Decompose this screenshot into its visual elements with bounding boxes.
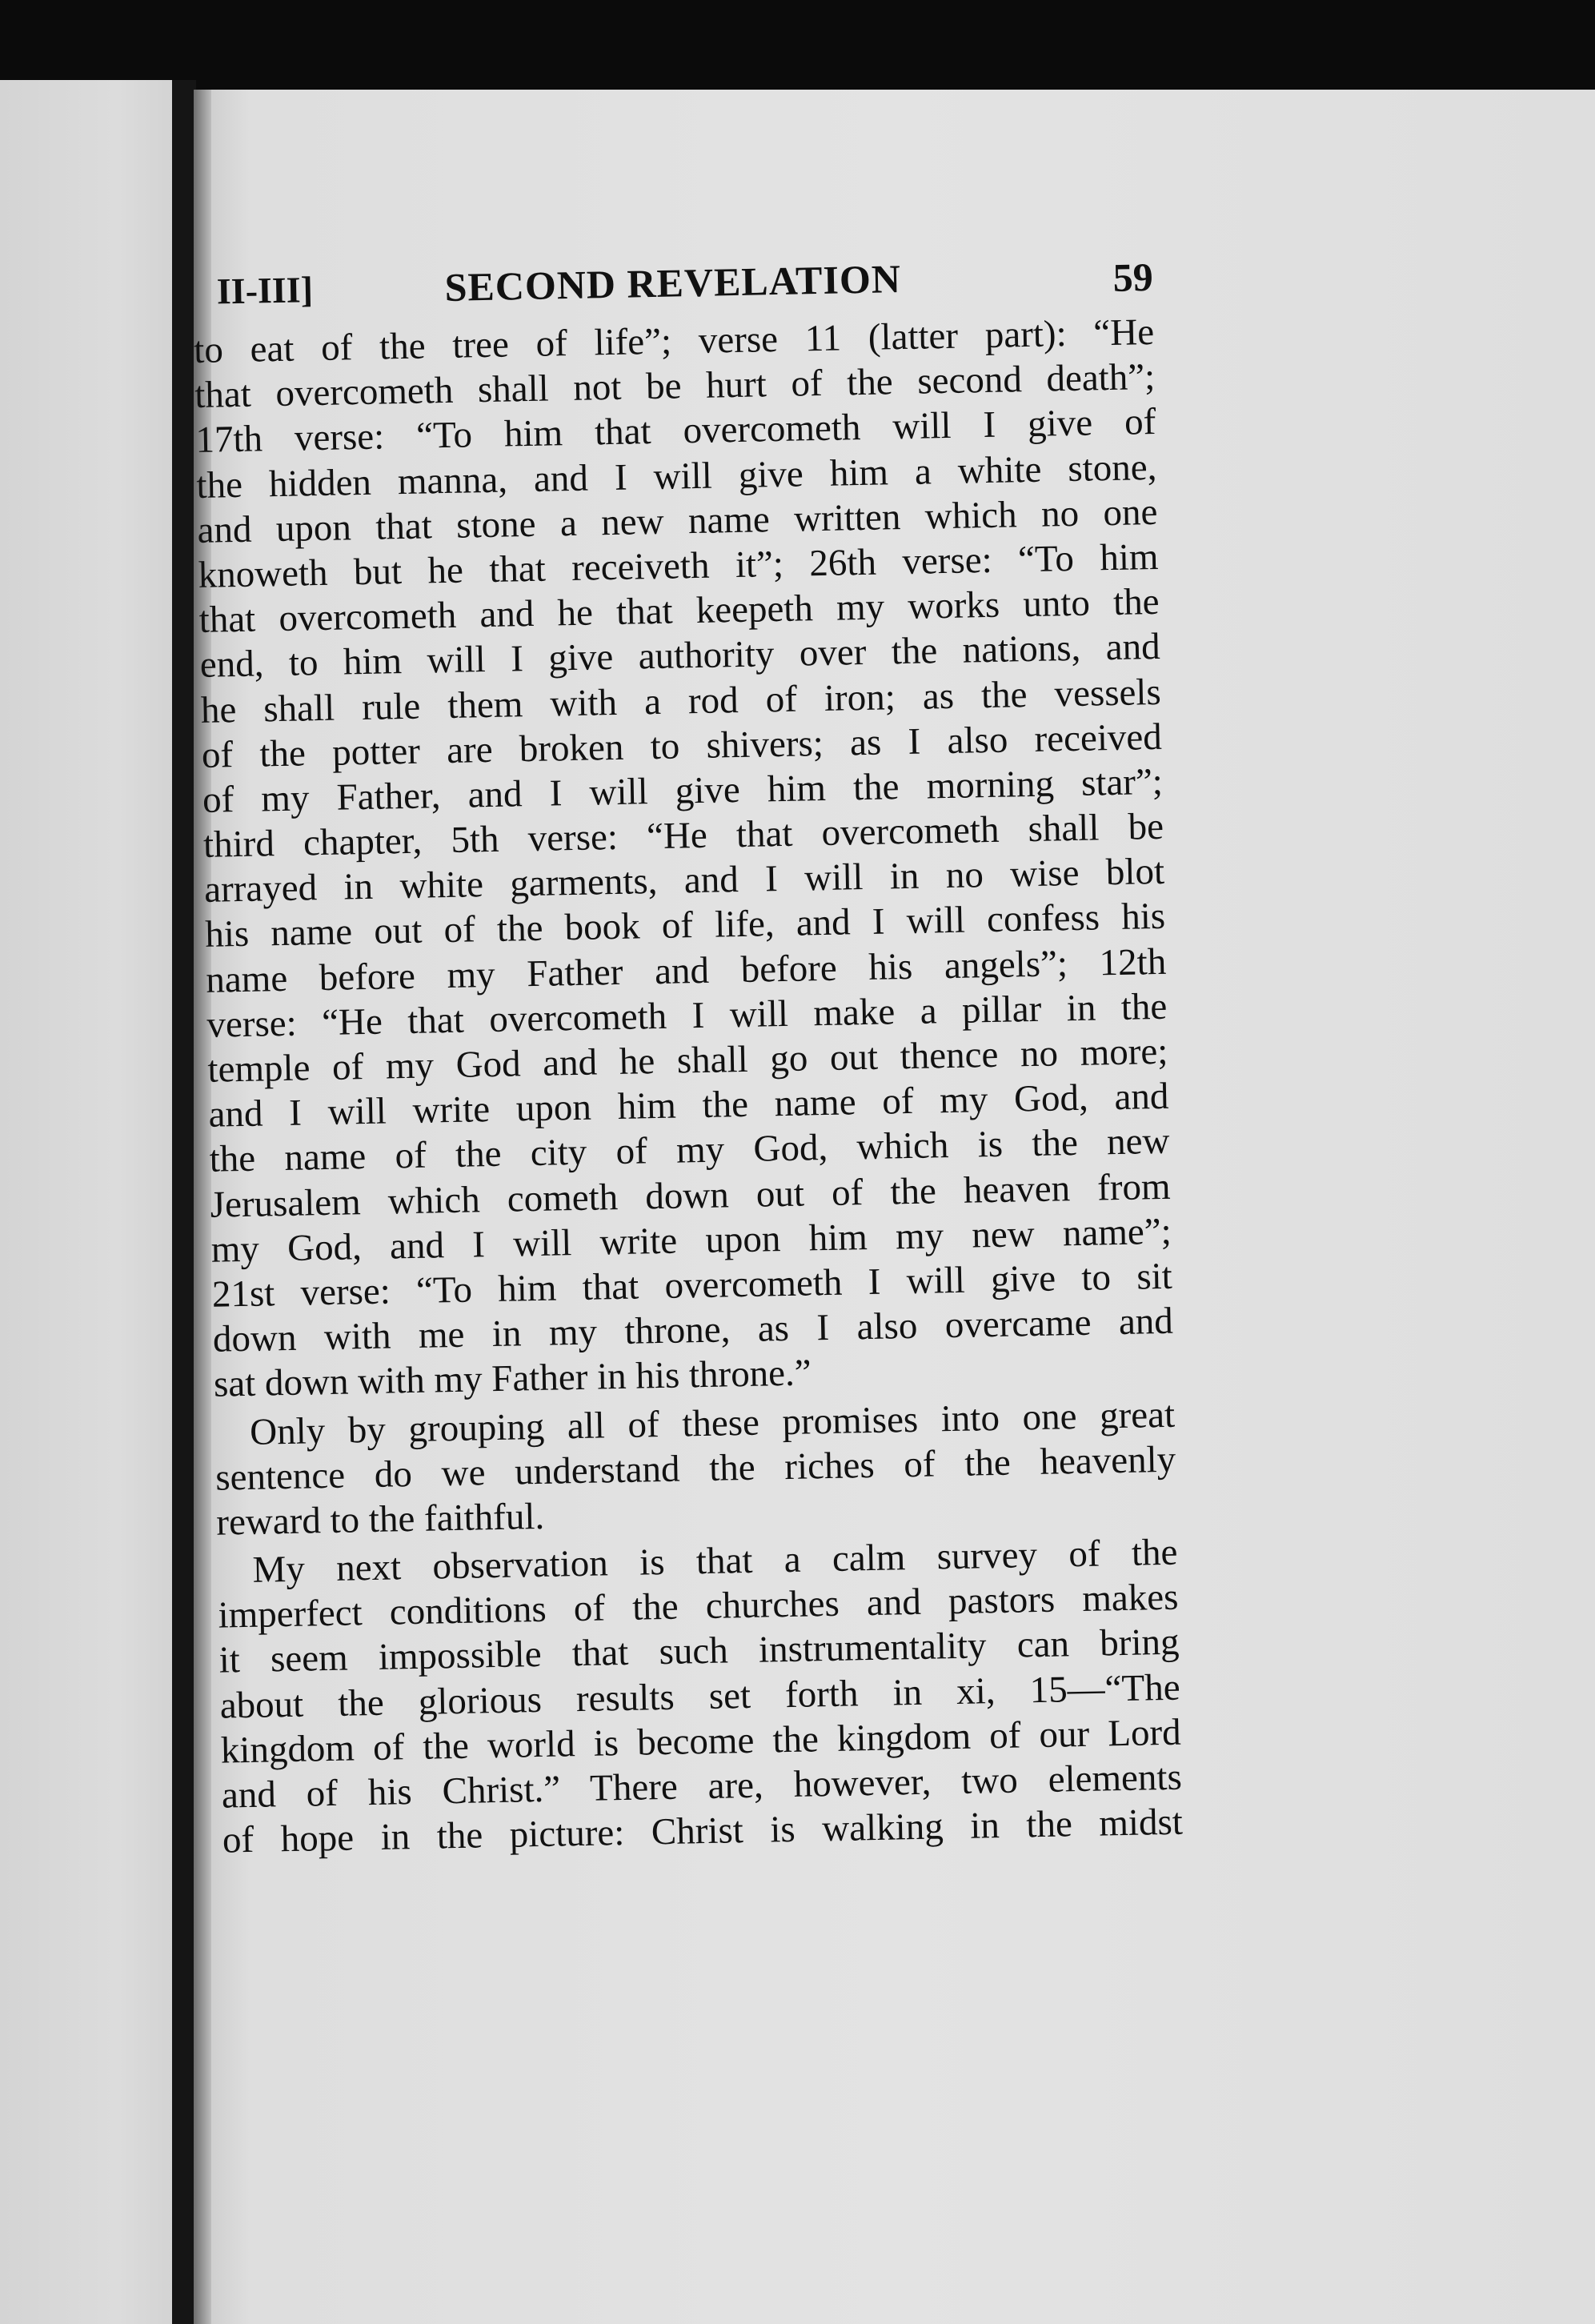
text-line: sat down with my Father in his throne.”	[213, 1352, 812, 1406]
page-number: 59	[1112, 254, 1154, 300]
chapter-title: SECOND REVELATION	[444, 256, 902, 310]
text-line: and I will write upon him the name of my God, and	[208, 1075, 1169, 1136]
text-line: name before my Father and before his angels”; 12th	[205, 940, 1167, 1001]
page-text	[192, 238, 1183, 1863]
text-line: Only by grouping all of these promises into one great	[249, 1393, 1176, 1453]
scan-border-top	[0, 0, 1595, 96]
body-text	[194, 310, 1184, 1863]
text-line: that overcometh shall not be hurt of the second death”;	[194, 356, 1156, 417]
text-line: temple of my God and he shall go out thence no more;	[207, 1030, 1168, 1091]
text-line: reward to the faithful.	[215, 1495, 545, 1544]
text-line: it seem impossible that such instrumentality can bring	[218, 1621, 1180, 1682]
text-line: of the potter are broken to shivers; as I also received	[201, 715, 1163, 776]
text-line: end, to him will I give authority over the nations, and	[199, 626, 1161, 687]
text-line: and upon that stone a new name written which no one	[197, 491, 1158, 551]
text-line: the hidden manna, and I will give him a white stone,	[196, 446, 1157, 507]
text-line: my God, and I will write upon him my new name”;	[210, 1210, 1172, 1271]
text-line: 17th verse: “To him that overcometh will I give of	[194, 401, 1156, 462]
facing-page-edge	[0, 80, 196, 2324]
text-line: arrayed in white garments, and I will in no wise blot	[203, 851, 1165, 912]
text-line: knoweth but he that receiveth it”; 26th verse: “To him	[198, 535, 1159, 596]
text-line: kingdom of the world is become the kingdom of our Lord	[220, 1711, 1182, 1772]
text-line: about the glorious results set forth in xi, 15—“The	[219, 1666, 1181, 1727]
text-line: verse: “He that overcometh I will make a pillar in the	[206, 985, 1168, 1046]
text-line: 21st verse: “To him that overcometh I will give to sit	[211, 1255, 1173, 1316]
text-line: sentence do we understand the riches of the heavenly	[214, 1438, 1176, 1499]
text-line: and of his Christ.” There are, however, two elements	[221, 1756, 1183, 1817]
section-marker: II-III]	[216, 269, 314, 312]
paragraph-1	[194, 310, 1175, 1407]
text-line: down with me in my throne, as I also overcame and	[212, 1300, 1174, 1360]
text-line: My next observation is that a calm survey of the	[252, 1531, 1178, 1591]
text-line: he shall rule them with a rod of iron; as the vessels	[200, 671, 1162, 731]
paragraph-3	[217, 1530, 1183, 1863]
text-line: that overcometh and he that keepeth my works unto the	[198, 581, 1160, 642]
text-line: of my Father, and I will give him the morning star”;	[202, 760, 1164, 821]
text-line: imperfect conditions of the churches and pastors makes	[218, 1576, 1179, 1637]
text-line: his name out of the book of life, and I will confess his	[204, 896, 1166, 956]
text-line: to eat of the tree of life”; verse 11 (latter part): “He	[193, 311, 1155, 371]
book-gutter	[172, 80, 196, 2324]
paragraph-2	[214, 1392, 1177, 1545]
text-line: third chapter, 5th verse: “He that overcometh shall be	[202, 805, 1164, 866]
text-line: of hope in the picture: Christ is walking in the midst	[222, 1801, 1184, 1861]
text-line: the name of the city of my God, which is the new	[209, 1120, 1170, 1181]
text-line: Jerusalem which cometh down out of the heaven from	[210, 1165, 1172, 1226]
